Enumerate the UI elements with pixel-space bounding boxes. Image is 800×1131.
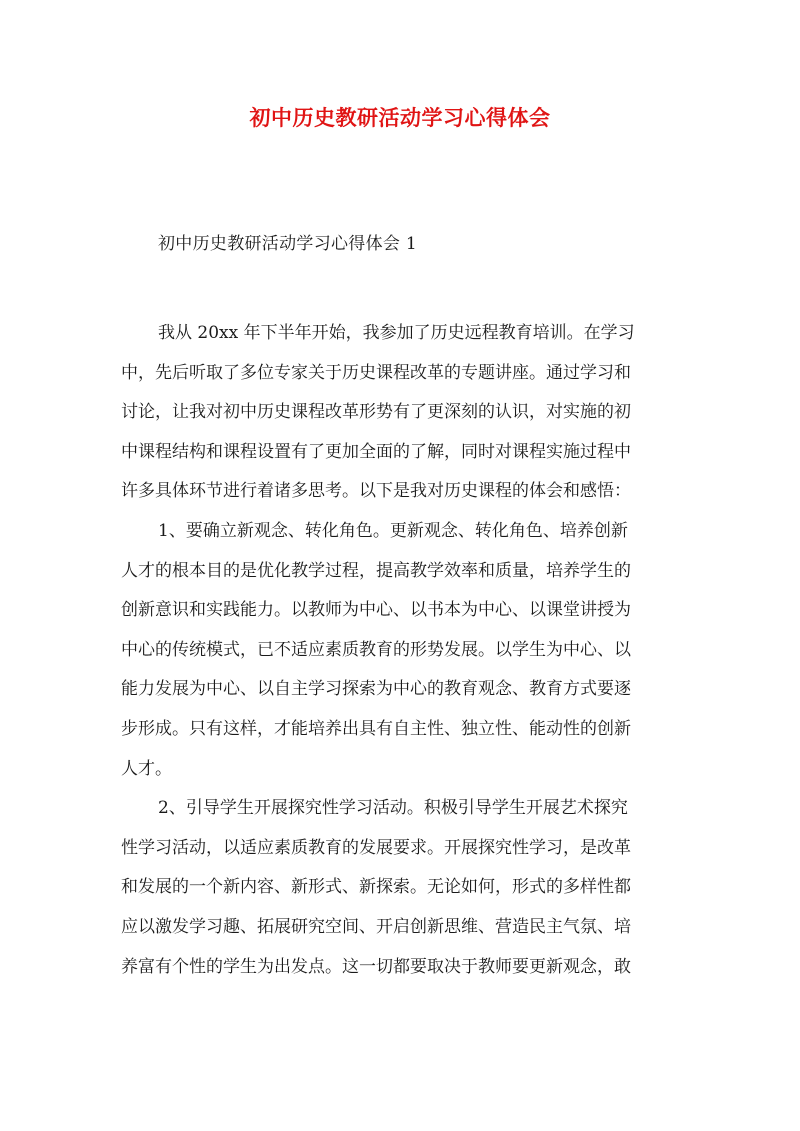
text-line: 创新意识和实践能力。以教师为中心、以书本为中心、以课堂讲授为: [121, 600, 631, 621]
text-line: 我从 20xx 年下半年开始，我参加了历史远程教育培训。在学习: [158, 323, 635, 343]
paragraph-point-1: [121, 512, 691, 789]
text-line: 人才的根本目的是优化教学过程，提高教学效率和质量，培养学生的: [121, 560, 631, 581]
text-line: 中心的传统模式，已不适应素质教育的形势发展。以学生为中心、以: [121, 639, 631, 660]
text-line: 应以激发学习趣、拓展研究空间、开启创新思维、营造民主气氛、培: [121, 916, 631, 937]
paragraph-point-2: [121, 789, 691, 987]
text-line: 性学习活动，以适应素质教育的发展要求。开展探究性学习，是改革: [121, 837, 631, 858]
text-line: 能力发展为中心、以自主学习探索为中心的教育观念、教育方式要逐: [121, 679, 631, 700]
document-body: [121, 314, 691, 987]
text-line: 2、引导学生开展探究性学习活动。积极引导学生开展艺术探究: [158, 798, 628, 819]
document-title: 初中历史教研活动学习心得体会: [249, 105, 551, 130]
text-line: 和发展的一个新内容、新形式、新探索。无论如何，形式的多样性都: [121, 877, 631, 898]
text-line: 中，先后听取了多位专家关于历史课程改革的专题讲座。通过学习和: [121, 362, 631, 383]
text-line: 1、要确立新观念、转化角色。更新观念、转化角色、培养创新: [158, 520, 628, 541]
text-line: 步形成。只有这样，才能培养出具有自主性、独立性、能动性的创新: [121, 718, 631, 739]
text-line: 人才。: [121, 758, 172, 779]
text-line: 讨论，让我对初中历史课程改革形势有了更深刻的认识，对实施的初: [121, 402, 631, 423]
paragraph-intro: [121, 314, 691, 512]
text-line: 许多具体环节进行着诸多思考。以下是我对历史课程的体会和感悟：: [121, 481, 631, 502]
text-line: 养富有个性的学生为出发点。这一切都要取决于教师要更新观念，敢: [121, 956, 631, 977]
section-heading: 初中历史教研活动学习心得体会 1: [158, 234, 418, 254]
text-line: 中课程结构和课程设置有了更加全面的了解，同时对课程实施过程中: [121, 441, 631, 462]
